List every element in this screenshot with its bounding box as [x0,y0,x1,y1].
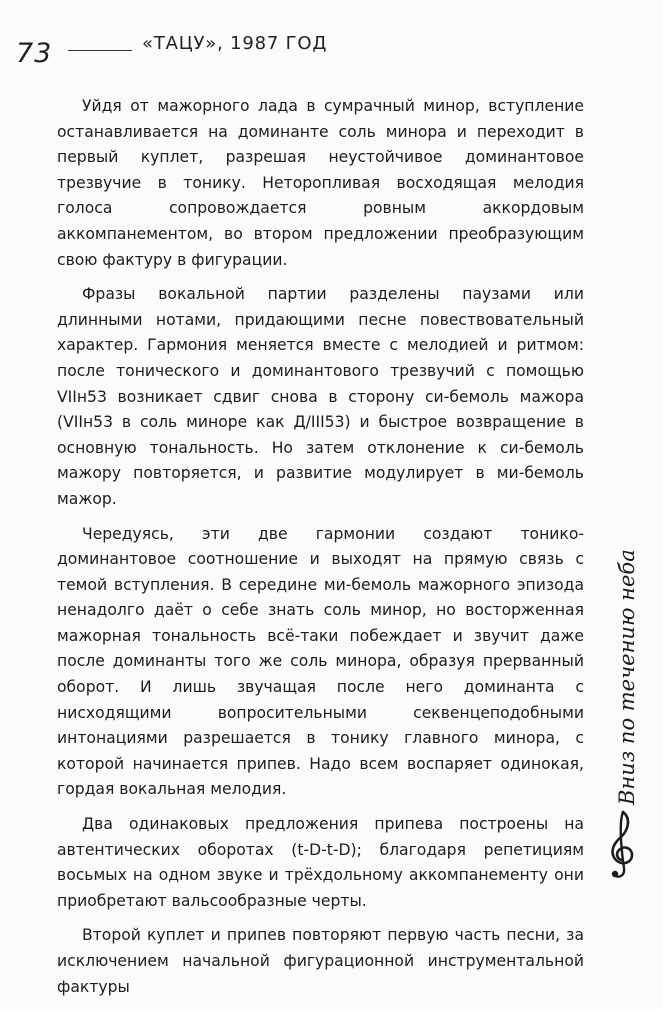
paragraph: Второй куплет и припев повторяют первую часть песни, за исключением начальной фигурационной инструментальной фактуры [57,926,584,996]
paragraph: Фразы вокальной партии разделены паузами или длинными нотами, придающими песне повествовательный характер. Гармония меняется вместе с мелодией и ритмом: после тонического и доминантового трезвучий с помощью VIIн53 возникает сдвиг снова в сторону си-бемоль мажора (VIIн53 в соль миноре как Д/III53) и быстрое возвращение в основную тональность. Но затем отклонение к си-бемоль мажору повторяется, и развитие модулирует в ми-бемоль мажор. [57,285,584,508]
treble-clef-icon [602,808,642,880]
paragraph: Чередуясь, эти две гармонии создают тонико-доминантовое соотношение и выходят на прямую связь с темой вступления. В середине ми-бемоль мажорного эпизода ненадолго даёт о себе знать соль минор, но восторженная мажорная тональность всё-таки побеждает и звучит даже после доминанты того же соль минора, образуя прерванный оборот. И лишь звучащая после него доминанта с нисходящими вопросительными секвенцеподобными интонациями разрешается в тонику главного минора, с которой начинается припев. Надо всем воспаряет одинокая, гордая вокальная мелодия. [57,524,584,799]
body-text [57,94,584,1009]
side-book-title: Вниз по течению неба [615,549,639,805]
page-number: 73 [16,38,53,69]
paragraph: Уйдя от мажорного лада в сумрачный минор, вступление останавливается на доминанте соль минора и переходит в первый куплет, разрешая неустойчивое доминантовое трезвучие в тонику. Неторопливая восходящая мелодия голоса сопровождается ровным аккордовым аккомпанементом, во втором предложении преобразующим свою фактуру в фигурации. [57,97,584,269]
paragraph: Два одинаковых предложения припева построены на автентических оборотах (t-D-t-D); благодаря репетициям восьмых на одном звуке и трёхдольному аккомпанементу они приобретают вальсообразные черты. [57,815,584,910]
header-rule [68,50,132,51]
running-head: «ТАЦУ», 1987 ГОД [142,33,328,54]
